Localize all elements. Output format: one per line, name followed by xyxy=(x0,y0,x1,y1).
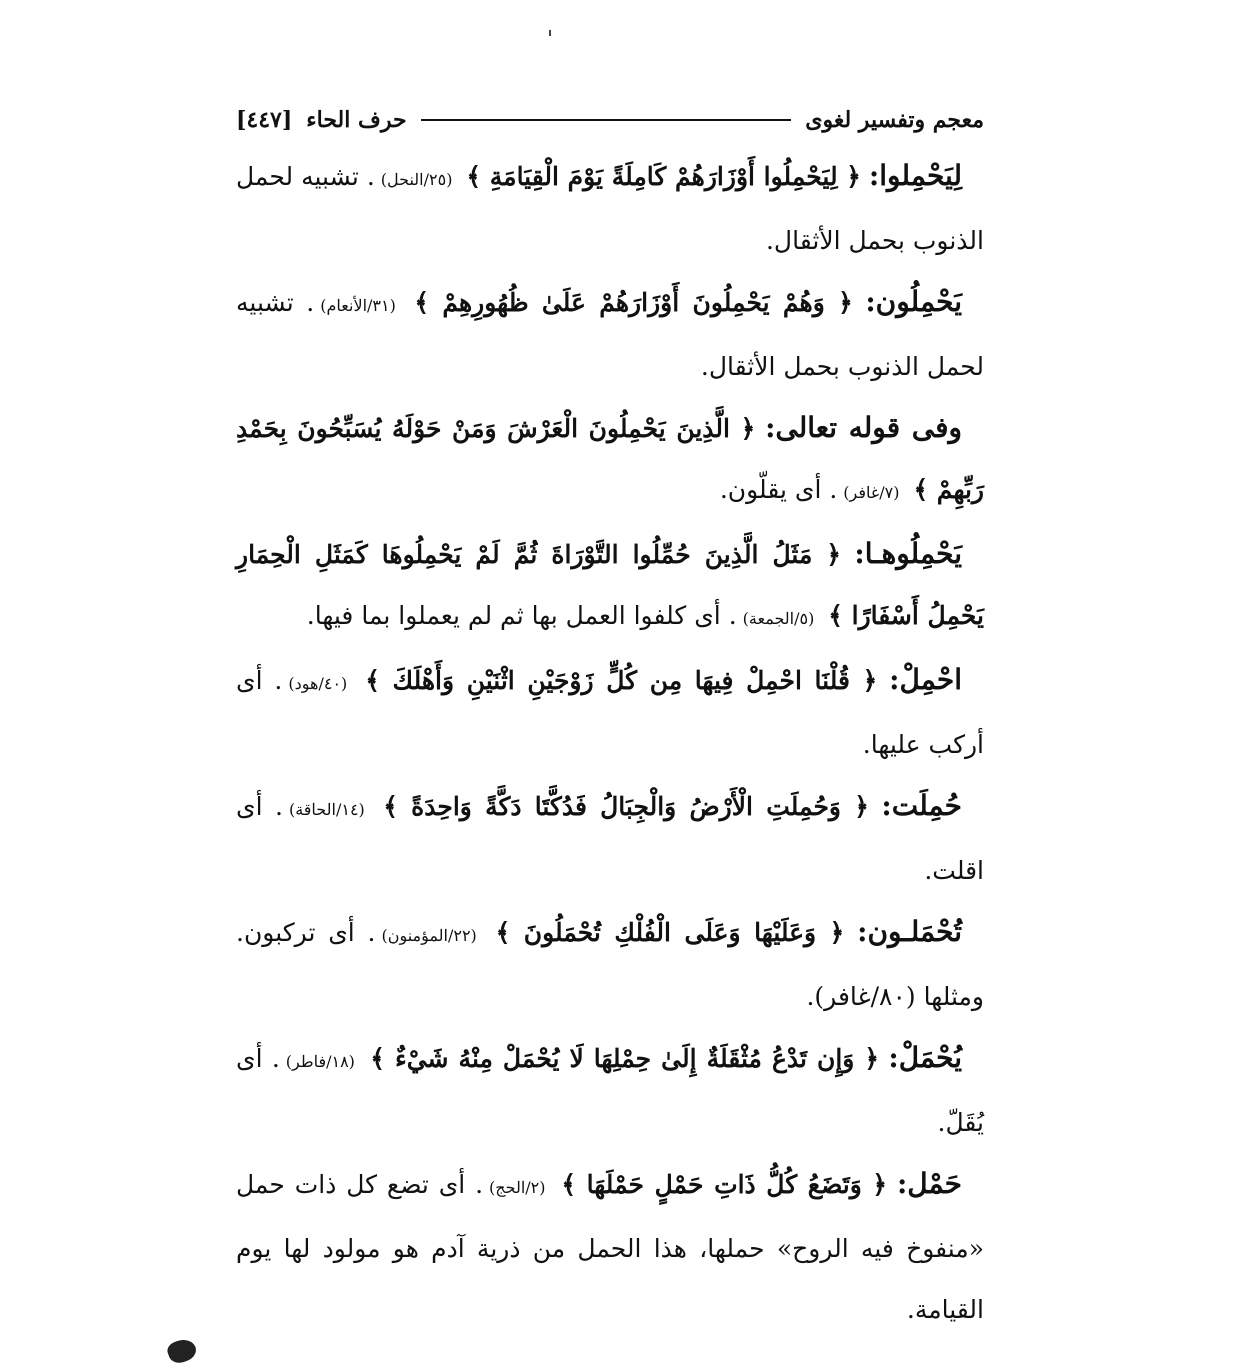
entry-headword: يُحْمَلْ: xyxy=(888,1041,963,1074)
page-body xyxy=(236,145,984,1340)
entry-headword: لِيَحْمِلوا: xyxy=(868,159,962,192)
entry-gloss: . أى يُقَلّ. xyxy=(236,1044,984,1137)
header-rule xyxy=(421,119,792,121)
page-number: [٤٤٧] xyxy=(236,107,293,133)
verse-reference: (٣١/الأنعام) xyxy=(320,296,396,315)
quran-verse: ﴿ وَعَلَيْهَا وَعَلَى الْفُلْكِ تُحْمَلُونَ ﴾ xyxy=(495,918,845,947)
entry-headword: حَمْل: xyxy=(896,1167,962,1200)
entry-gloss: . أى تركبون. ومثلها (٨٠/غافر). xyxy=(236,918,984,1011)
verse-reference: (١٤/الحاقة) xyxy=(288,800,365,819)
running-header xyxy=(236,100,984,140)
quran-verse: ﴿ قُلْنَا احْمِلْ فِيهَا مِن كُلٍّ زَوْجَيْنِ اثْنَيْنِ وَأَهْلَكَ ﴾ xyxy=(365,666,878,695)
quran-verse: ﴿ مَثَلُ الَّذِينَ حُمِّلُوا التَّوْرَاةَ ثُمَّ لَمْ يَحْمِلُوهَا كَمَثَلِ الْحِمَارِ يَحْمِلُ أَسْفَارًا ﴾ xyxy=(236,540,984,630)
entry xyxy=(236,901,984,1027)
section-title: حرف الحاء xyxy=(306,107,407,133)
entry-headword: احْمِلْ: xyxy=(889,663,962,696)
entry-headword: وفى قوله تعالى: xyxy=(765,411,962,444)
entry-headword: حُمِلَت: xyxy=(881,789,962,822)
verse-reference: (٤٠/هود) xyxy=(288,674,348,693)
quran-verse: ﴿ وَحُمِلَتِ الْأَرْضُ وَالْجِبَالُ فَدُكَّتَا دَكَّةً وَاحِدَةً ﴾ xyxy=(383,792,869,821)
quran-verse: ﴿ وَإِن تَدْعُ مُثْقَلَةٌ إِلَىٰ حِمْلِهَا لَا يُحْمَلْ مِنْهُ شَيْءٌ ﴾ xyxy=(370,1044,880,1073)
entry-gloss: . تشبيه لحمل الذنوب بحمل الأثقال. xyxy=(236,162,984,255)
entry-gloss: . أى يقلّون. xyxy=(719,475,838,504)
verse-reference: (٧/غافر) xyxy=(843,483,900,502)
entry xyxy=(236,397,984,523)
entry xyxy=(236,1027,984,1153)
entry-headword: يَحْمِلُون: xyxy=(865,285,962,318)
book-title: معجم وتفسير لغوى xyxy=(805,107,984,133)
verse-reference: (٢٥/النحل) xyxy=(380,170,453,189)
scan-mark xyxy=(549,30,551,36)
entry xyxy=(236,271,984,397)
entry-headword: تُحْمَلـون: xyxy=(857,915,963,948)
verse-reference: (١٨/فاطر) xyxy=(285,1052,355,1071)
entry xyxy=(236,145,984,271)
quran-verse: ﴿ لِيَحْمِلُوا أَوْزَارَهُمْ كَامِلَةً يَوْمَ الْقِيَامَةِ ﴾ xyxy=(466,162,861,191)
entry xyxy=(236,1153,984,1340)
verse-reference: (٥/الجمعة) xyxy=(742,609,815,628)
entry-headword: يَحْمِلُوهـا: xyxy=(854,537,962,570)
verse-reference: (٢٢/المؤمنون) xyxy=(381,926,477,945)
entry xyxy=(236,775,984,901)
scan-speck xyxy=(165,1336,199,1366)
entry-gloss: . أى اقلت. xyxy=(236,792,984,885)
entry-gloss: . أى تضع كل ذات حمل «منفوخ فيه الروح» حملها، هذا الحمل من ذرية آدم هو مولود لها يوم القيامة. xyxy=(236,1170,984,1324)
entry-gloss: . تشبيه لحمل الذنوب بحمل الأثقال. xyxy=(236,288,984,381)
quran-verse: ﴿ وَتَضَعُ كُلُّ ذَاتِ حَمْلٍ حَمْلَهَا ﴾ xyxy=(561,1170,888,1199)
entry-gloss: . أى أركب عليها. xyxy=(236,666,984,759)
entry xyxy=(236,649,984,775)
quran-verse: ﴿ وَهُمْ يَحْمِلُونَ أَوْزَارَهُمْ عَلَىٰ ظُهُورِهِمْ ﴾ xyxy=(414,288,853,317)
quran-verse: ﴿ الَّذِينَ يَحْمِلُونَ الْعَرْشَ وَمَنْ حَوْلَهُ يُسَبِّحُونَ بِحَمْدِ رَبِّهِمْ ﴾ xyxy=(236,414,984,504)
entry xyxy=(236,523,984,649)
verse-reference: (٢/الحج) xyxy=(489,1178,546,1197)
entry-gloss: . أى كلفوا العمل بها ثم لم يعملوا بما فيها. xyxy=(306,601,737,630)
